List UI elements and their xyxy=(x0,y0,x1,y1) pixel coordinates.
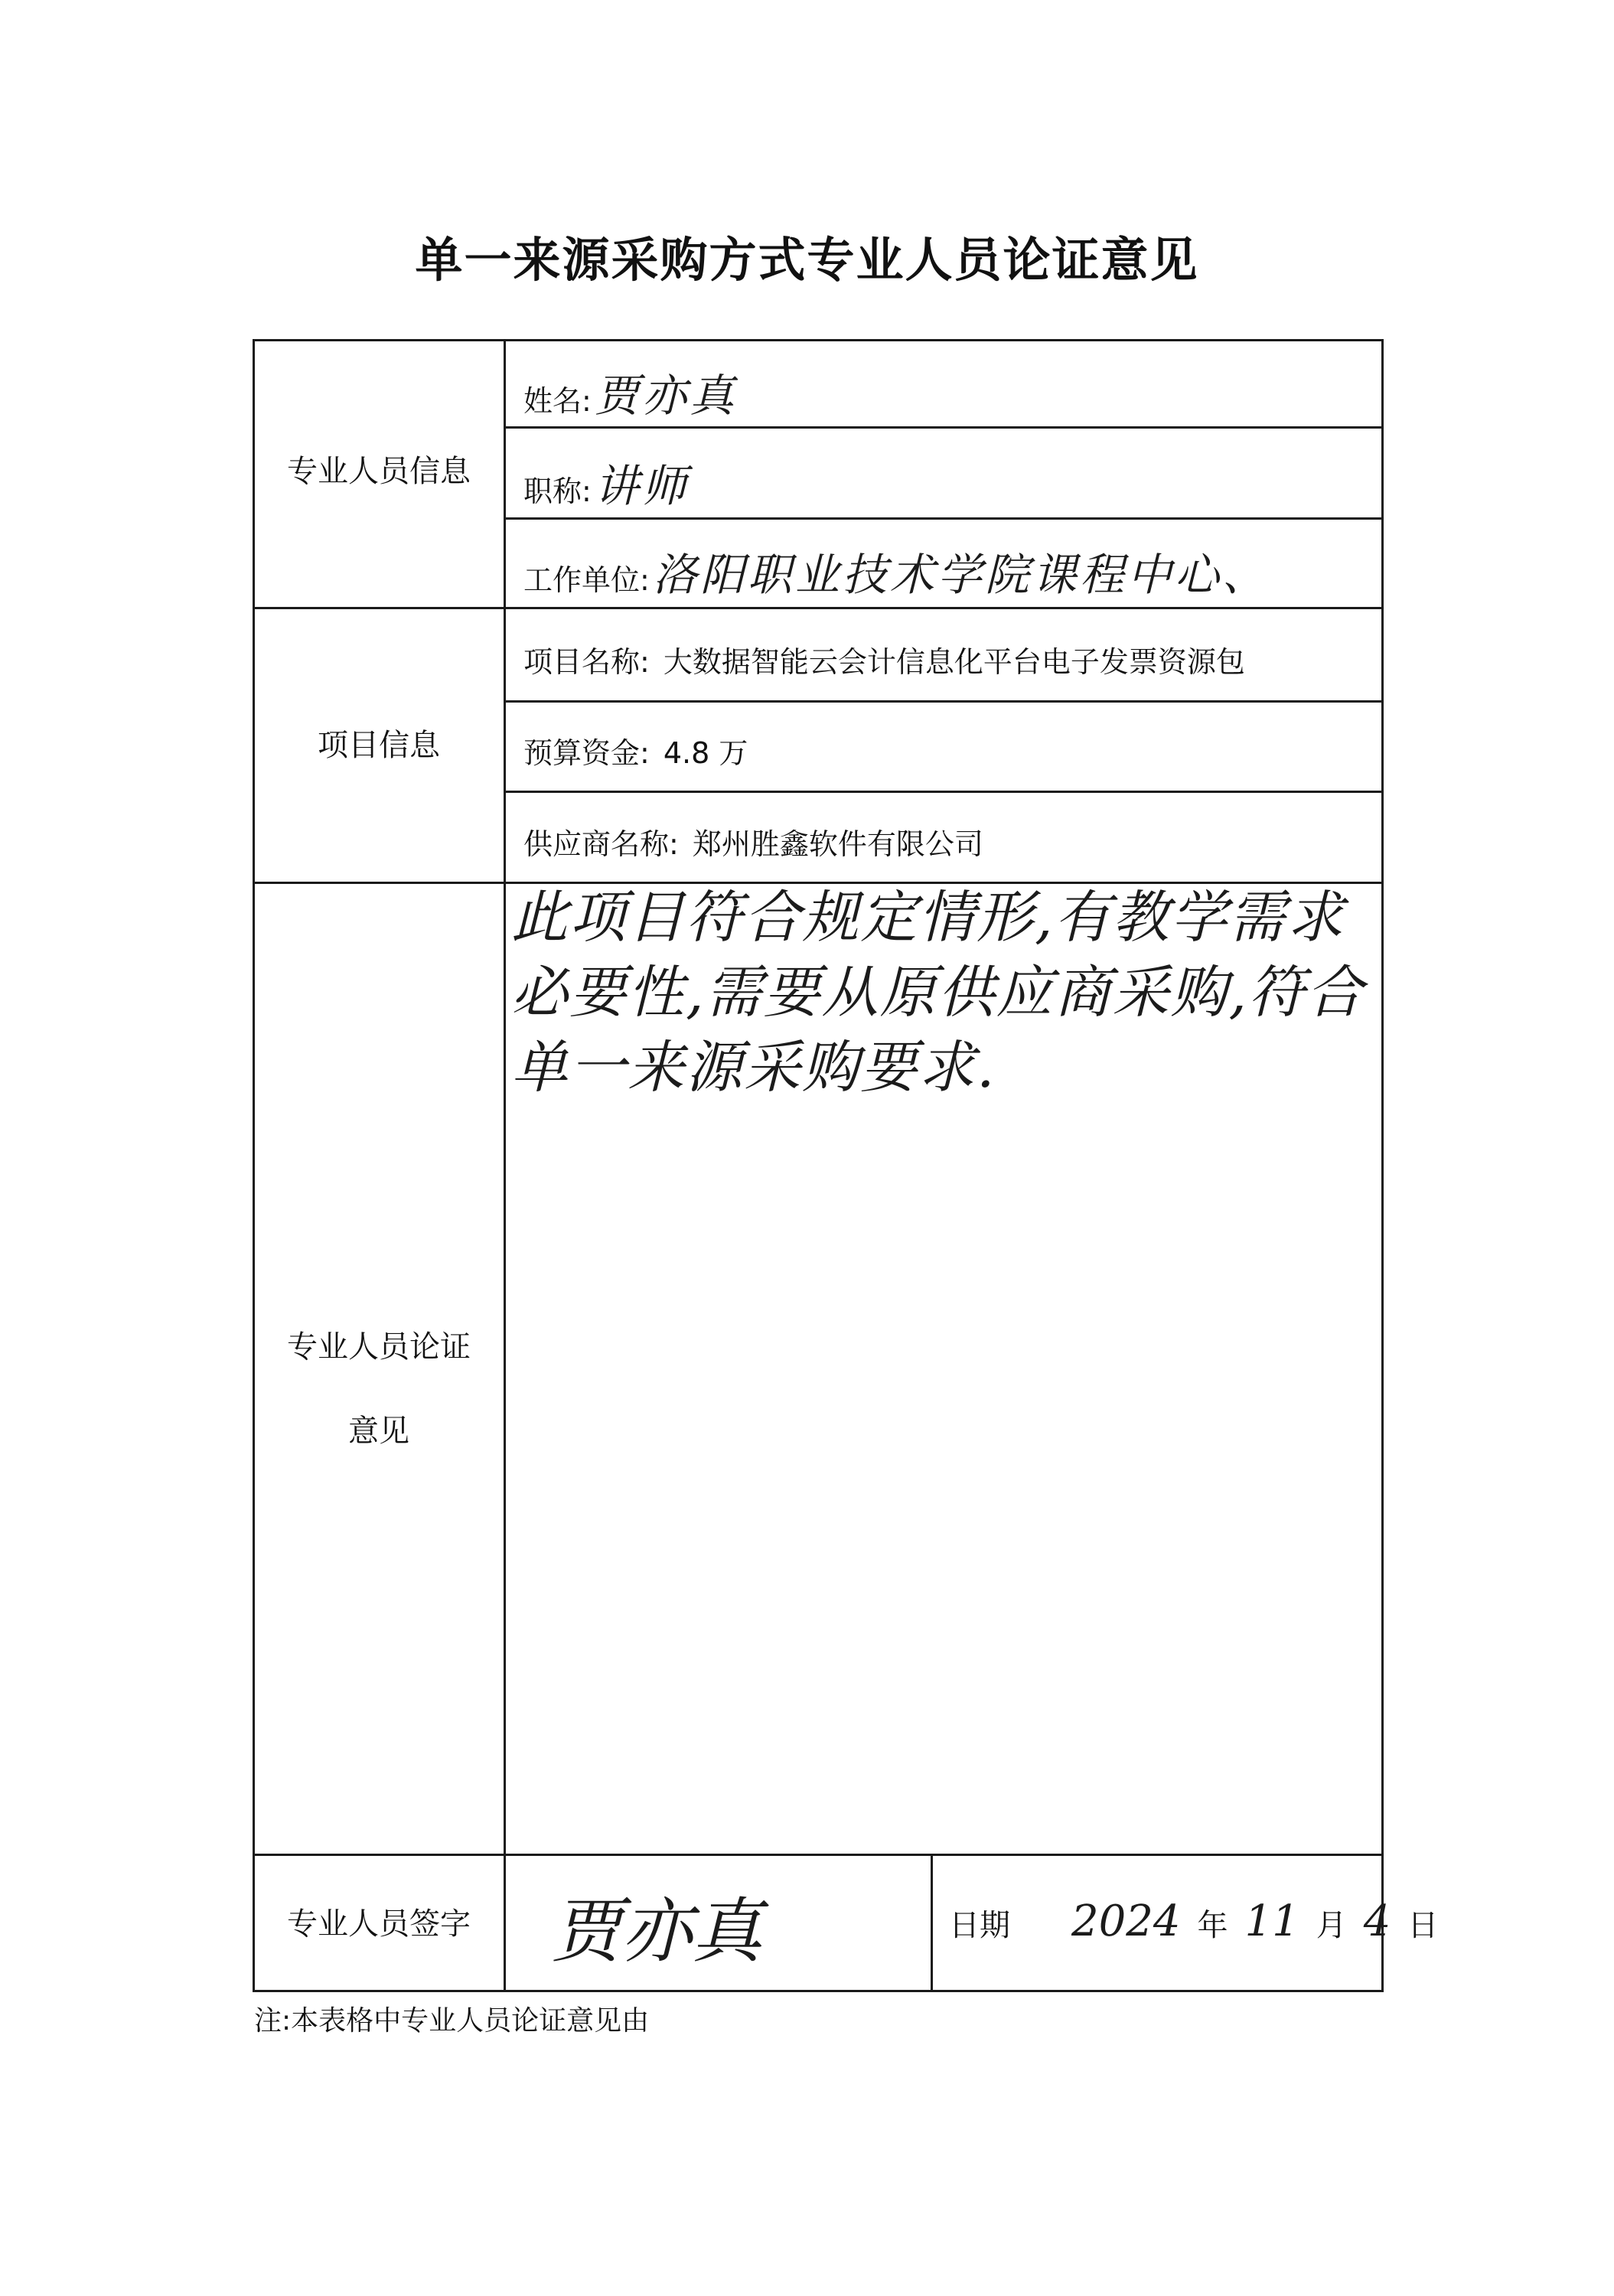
row-divider xyxy=(504,517,1384,520)
expert-info-label: 专业人员信息 xyxy=(287,454,471,489)
row-divider xyxy=(504,700,1384,703)
year-unit: 年 xyxy=(1197,1908,1228,1943)
title-handwritten: 讲师 xyxy=(594,460,690,512)
signature-label: 专业人员签字 xyxy=(287,1906,471,1942)
day-handwritten: 4 xyxy=(1363,1896,1391,1946)
budget-row xyxy=(523,729,748,771)
opinion-label xyxy=(276,1305,482,1473)
name-label: 姓名: xyxy=(523,384,592,418)
month-handwritten: 11 xyxy=(1244,1896,1299,1946)
project-name-value: 大数据智能云会计信息化平台电子发票资源包 xyxy=(663,645,1245,679)
signature-handwritten: 贾亦真 xyxy=(551,1890,763,1972)
expert-name-row xyxy=(523,360,737,424)
unit-label: 工作单位: xyxy=(523,563,650,597)
document-title: 单一来源采购方式专业人员论证意见 xyxy=(415,232,1199,288)
section-divider xyxy=(253,607,1384,609)
supplier-value: 郑州胜鑫软件有限公司 xyxy=(692,827,983,861)
name-handwritten: 贾亦真 xyxy=(594,370,737,422)
opinion-handwritten: 此项目符合规定情形,有教学需求必要性,需要从原供应商采购,符合单一来源采购要求. xyxy=(511,885,1365,1101)
supplier-label: 供应商名称: xyxy=(523,827,679,861)
year-handwritten: 2024 xyxy=(1071,1896,1181,1946)
expert-title-row xyxy=(523,450,690,514)
row-divider xyxy=(504,791,1384,793)
budget-value: 4.8 万 xyxy=(663,736,748,770)
project-name-row xyxy=(523,638,1245,680)
unit-handwritten: 洛阳职业技术学院课程中心、 xyxy=(652,549,1270,601)
section-divider xyxy=(253,1854,1384,1856)
supplier-row xyxy=(523,820,983,863)
month-unit: 月 xyxy=(1316,1908,1347,1943)
date-label: 日期 xyxy=(949,1908,1010,1943)
title-label: 职称: xyxy=(523,475,592,508)
project-info-label: 项目信息 xyxy=(318,728,440,763)
project-name-label: 项目名称: xyxy=(523,645,650,679)
column-divider xyxy=(504,339,506,1992)
opinion-label-text: 专业人员论证意见 xyxy=(287,1329,471,1449)
date-divider xyxy=(931,1854,933,1992)
day-unit: 日 xyxy=(1407,1908,1439,1943)
footnote: 注:本表格中专业人员论证意见由 xyxy=(254,2005,650,2037)
budget-label: 预算资金: xyxy=(523,736,650,770)
date-field xyxy=(949,1896,1438,1946)
expert-unit-row xyxy=(523,539,1270,603)
row-divider xyxy=(504,426,1384,429)
